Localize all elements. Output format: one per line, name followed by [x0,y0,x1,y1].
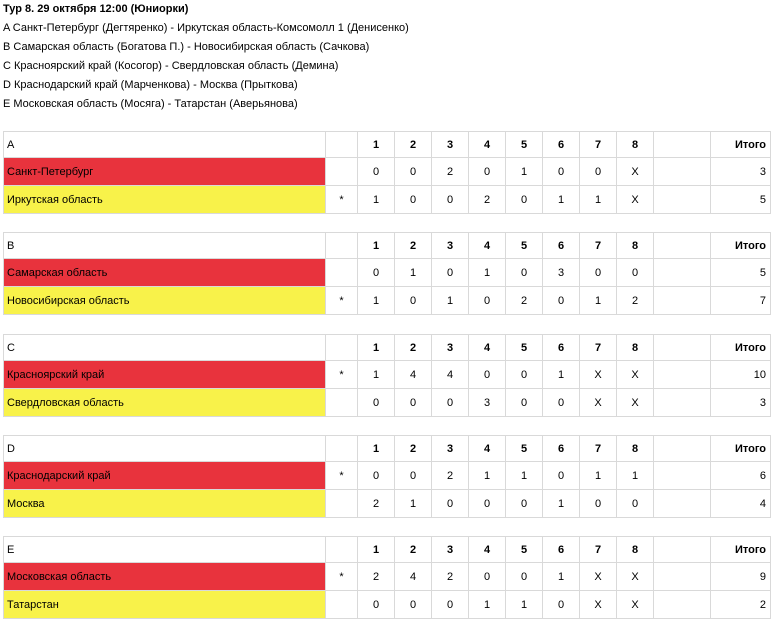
spacer-cell [654,389,711,417]
spacer-cell [654,361,711,389]
score-cell: 2 [432,563,469,591]
match-line-e: E Московская область (Мосяга) - Татарстан (Аверьянова) [3,98,298,110]
column-header-1: 1 [358,537,395,563]
match-line-d: D Краснодарский край (Марченкова) - Москва (Прыткова) [3,79,298,91]
score-cell: 1 [358,287,395,315]
star-mark [326,259,358,287]
column-header-3: 3 [432,436,469,462]
score-cell: 0 [395,287,432,315]
team-row [4,462,771,490]
team-name: Красноярский край [4,361,326,389]
star-mark [326,158,358,186]
column-header-1: 1 [358,132,395,158]
score-cell: 2 [358,490,395,518]
spacer-cell [654,158,711,186]
match-line-a: A Санкт-Петербург (Дегтяренко) - Иркутская область-Комсомолл 1 (Денисенко) [3,22,409,34]
column-header-3: 3 [432,233,469,259]
score-cell: X [580,591,617,619]
column-header-8: 8 [617,537,654,563]
spacer-cell [654,186,711,214]
score-cell: 1 [469,259,506,287]
column-header-5: 5 [506,537,543,563]
star-mark [326,591,358,619]
score-cell: X [617,186,654,214]
column-header-4: 4 [469,132,506,158]
team-name: Свердловская область [4,389,326,417]
column-header-7: 7 [580,335,617,361]
score-cell: 0 [580,259,617,287]
star-mark: * [326,287,358,315]
score-cell: 4 [395,563,432,591]
column-header-6: 6 [543,132,580,158]
score-cell: 0 [580,490,617,518]
column-header-7: 7 [580,436,617,462]
group-label: E [4,537,326,563]
score-cell: 1 [617,462,654,490]
score-cell: 0 [469,490,506,518]
star-mark [326,389,358,417]
team-row [4,259,771,287]
score-cell: 0 [395,389,432,417]
team-name: Москва [4,490,326,518]
score-cell: 0 [469,287,506,315]
score-cell: 1 [506,462,543,490]
score-cell: 4 [395,361,432,389]
score-cell: 0 [543,287,580,315]
star-mark: * [326,361,358,389]
score-cell: 0 [395,186,432,214]
spacer-cell [654,462,711,490]
star-mark: * [326,462,358,490]
score-cell: 0 [358,462,395,490]
match-line-b: B Самарская область (Богатова П.) - Новосибирская область (Сачкова) [3,41,370,53]
team-total: 3 [711,389,771,417]
score-cell: X [617,591,654,619]
match-header [3,0,743,114]
team-total: 2 [711,591,771,619]
spacer-cell [654,335,711,361]
score-cell: 0 [432,389,469,417]
star-column-header [326,537,358,563]
score-cell: 0 [506,361,543,389]
spacer-cell [654,591,711,619]
column-header-2: 2 [395,537,432,563]
column-header-4: 4 [469,335,506,361]
score-cell: 0 [543,462,580,490]
team-name: Московская область [4,563,326,591]
score-cell: 2 [617,287,654,315]
column-header-5: 5 [506,132,543,158]
score-cell: 0 [358,591,395,619]
team-total: 3 [711,158,771,186]
column-header-6: 6 [543,537,580,563]
score-cell: 1 [543,563,580,591]
column-header-8: 8 [617,436,654,462]
score-cell: 1 [580,287,617,315]
team-total: 10 [711,361,771,389]
score-cell: 1 [580,186,617,214]
team-name: Новосибирская область [4,287,326,315]
column-header-1: 1 [358,335,395,361]
spacer-cell [654,436,711,462]
star-mark: * [326,186,358,214]
group-header-row [4,537,771,563]
star-mark [326,490,358,518]
spacer-cell [654,537,711,563]
column-header-4: 4 [469,436,506,462]
spacer-cell [654,233,711,259]
score-cell: 2 [358,563,395,591]
team-total: 7 [711,287,771,315]
team-total: 5 [711,259,771,287]
score-cell: 0 [506,259,543,287]
group-b-table [3,232,771,315]
total-header: Итого [711,436,771,462]
team-row [4,158,771,186]
score-cell: 0 [469,158,506,186]
score-cell: X [580,563,617,591]
score-cell: 1 [395,259,432,287]
score-cell: X [580,389,617,417]
star-column-header [326,233,358,259]
score-cell: 1 [506,158,543,186]
score-cell: 0 [395,591,432,619]
score-cell: 4 [432,361,469,389]
score-cell: 0 [395,462,432,490]
score-cell: 0 [358,158,395,186]
score-cell: 0 [543,591,580,619]
column-header-1: 1 [358,436,395,462]
total-header: Итого [711,537,771,563]
team-name: Самарская область [4,259,326,287]
group-header-row [4,335,771,361]
score-cell: 0 [358,259,395,287]
score-cell: 1 [543,186,580,214]
column-header-4: 4 [469,233,506,259]
team-row [4,563,771,591]
score-cell: X [617,158,654,186]
group-e-table [3,536,771,619]
column-header-8: 8 [617,132,654,158]
group-a-table [3,131,771,214]
team-row [4,591,771,619]
star-column-header [326,132,358,158]
column-header-6: 6 [543,436,580,462]
score-cell: 1 [580,462,617,490]
score-cell: 0 [543,158,580,186]
team-row [4,490,771,518]
group-header-row [4,132,771,158]
column-header-1: 1 [358,233,395,259]
team-total: 4 [711,490,771,518]
team-row [4,389,771,417]
group-d-table [3,435,771,518]
score-cell: 3 [469,389,506,417]
column-header-5: 5 [506,436,543,462]
column-header-2: 2 [395,335,432,361]
score-cell: 0 [506,186,543,214]
total-header: Итого [711,335,771,361]
score-cell: 1 [358,186,395,214]
team-total: 9 [711,563,771,591]
team-name: Краснодарский край [4,462,326,490]
spacer-cell [654,287,711,315]
team-name: Татарстан [4,591,326,619]
group-c-table [3,334,771,417]
column-header-3: 3 [432,132,469,158]
score-cell: 0 [469,563,506,591]
column-header-5: 5 [506,335,543,361]
column-header-7: 7 [580,537,617,563]
column-header-6: 6 [543,233,580,259]
spacer-cell [654,563,711,591]
total-header: Итого [711,233,771,259]
group-label: D [4,436,326,462]
score-cell: 1 [395,490,432,518]
group-label: B [4,233,326,259]
team-row [4,186,771,214]
column-header-2: 2 [395,132,432,158]
score-cell: 2 [432,158,469,186]
team-row [4,361,771,389]
score-cell: 0 [432,490,469,518]
score-cell: 1 [543,361,580,389]
score-cell: X [617,389,654,417]
total-header: Итого [711,132,771,158]
column-header-8: 8 [617,335,654,361]
star-column-header [326,335,358,361]
column-header-7: 7 [580,233,617,259]
column-header-2: 2 [395,436,432,462]
score-cell: 0 [432,591,469,619]
team-name: Санкт-Петербург [4,158,326,186]
star-column-header [326,436,358,462]
group-label: C [4,335,326,361]
match-line-c: C Красноярский край (Косогор) - Свердловская область (Демина) [3,60,339,72]
team-name: Иркутская область [4,186,326,214]
score-cell: X [617,361,654,389]
score-cell: 0 [432,186,469,214]
score-cell: 0 [543,389,580,417]
column-header-6: 6 [543,335,580,361]
spacer-cell [654,259,711,287]
spacer-cell [654,490,711,518]
score-cell: X [580,361,617,389]
score-cell: 1 [469,462,506,490]
column-header-7: 7 [580,132,617,158]
group-label: A [4,132,326,158]
column-header-3: 3 [432,335,469,361]
score-cell: 2 [469,186,506,214]
score-cell: 1 [358,361,395,389]
score-cell: 0 [432,259,469,287]
score-cell: 0 [617,259,654,287]
score-cell: 0 [506,490,543,518]
score-cell: 0 [580,158,617,186]
score-cell: 0 [469,361,506,389]
team-row [4,287,771,315]
score-cell: 1 [469,591,506,619]
score-cell: 0 [358,389,395,417]
column-header-8: 8 [617,233,654,259]
score-cell: 0 [506,389,543,417]
score-cell: 3 [543,259,580,287]
team-total: 5 [711,186,771,214]
team-total: 6 [711,462,771,490]
score-cell: 2 [432,462,469,490]
score-cell: 0 [617,490,654,518]
column-header-2: 2 [395,233,432,259]
group-header-row [4,436,771,462]
group-header-row [4,233,771,259]
star-mark: * [326,563,358,591]
column-header-3: 3 [432,537,469,563]
column-header-4: 4 [469,537,506,563]
round-title: Тур 8. 29 октября 12:00 (Юниорки) [3,3,189,15]
score-cell: X [617,563,654,591]
score-cell: 2 [506,287,543,315]
score-cell: 1 [543,490,580,518]
column-header-5: 5 [506,233,543,259]
score-cell: 1 [506,591,543,619]
score-cell: 0 [506,563,543,591]
score-cell: 0 [395,158,432,186]
spacer-cell [654,132,711,158]
score-cell: 1 [432,287,469,315]
